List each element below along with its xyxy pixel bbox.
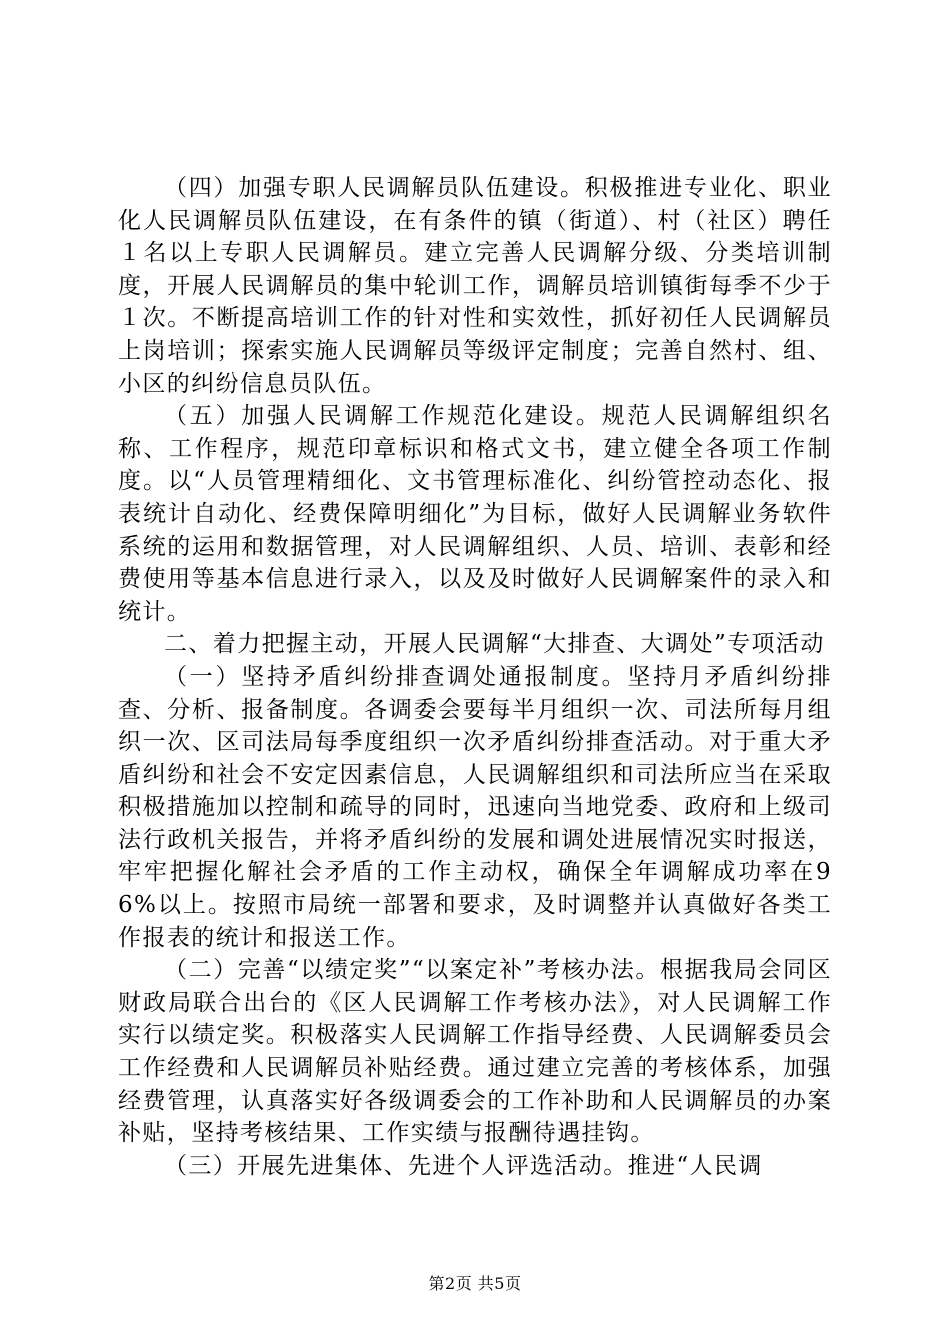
document-body [118,172,832,1182]
paragraph-heading-2-special-campaign: 二、着力把握主动，开展人民调解“大排查、大调处”专项活动 [164,631,825,658]
page-number-label: 第2页 共5页 [428,1274,522,1293]
paragraph-section-5-standardization: （五）加强人民调解工作规范化建设。规范人民调解组织名称、工作程序，规范印章标识和格式文书，建立健全各项工作制度。以“人员管理精细化、文书管理标准化、纠纷管控动态化、报表统计自动化、经费保障明细化”为目标，做好人民调解业务软件系统的运用和数据管理，对人民调解组织、人员、培训、表彰和经费使用等基本信息进行录入，以及及时做好人民调解案件的录入和统计。 [118,403,832,625]
paragraph-subsection-2-assessment: （二）完善“以绩定奖”“以案定补”考核办法。根据我局会同区财政局联合出台的《区人民调解工作考核办法》，对人民调解工作实行以绩定奖。积极落实人民调解工作指导经费、人民调解委员会工作经费和人民调解员补贴经费。通过建立完善的考核体系，加强经费管理，认真落实好各级调委会的工作补助和人民调解员的办案补贴，坚持考核结果、工作实绩与报酬待遇挂钩。 [118,957,832,1147]
paragraph-section-4-training: （四）加强专职人民调解员队伍建设。积极推进专业化、职业化人民调解员队伍建设，在有条件的镇（街道）、村（社区）聘任１名以上专职人民调解员。建立完善人民调解分级、分类培训制度，开展人民调解员的集中轮训工作，调解员培训镇街每季不少于１次。不断提高培训工作的针对性和实效性，抓好初任人民调解员上岗培训；探索实施人民调解员等级评定制度；完善自然村、组、小区的纠纷信息员队伍。 [118,175,832,397]
page-footer [0,1274,950,1294]
paragraph-subsection-1-investigation: （一）坚持矛盾纠纷排查调处通报制度。坚持月矛盾纠纷排查、分析、报备制度。各调委会要每半月组织一次、司法所每月组织一次、区司法局每季度组织一次矛盾纠纷排查活动。对于重大矛盾纠纷和社会不安定因素信息，人民调解组织和司法所应当在采取积极措施加以控制和疏导的同时，迅速向当地党委、政府和上级司法行政机关报告，并将矛盾纠纷的发展和调处进展情况实时报送，牢牢把握化解社会矛盾的工作主动权，确保全年调解成功率在96%以上。按照市局统一部署和要求，及时调整并认真做好各类工作报表的统计和报送工作。 [118,663,832,951]
paragraph-subsection-3-evaluation: （三）开展先进集体、先进个人评选活动。推进“人民调 [164,1152,763,1179]
